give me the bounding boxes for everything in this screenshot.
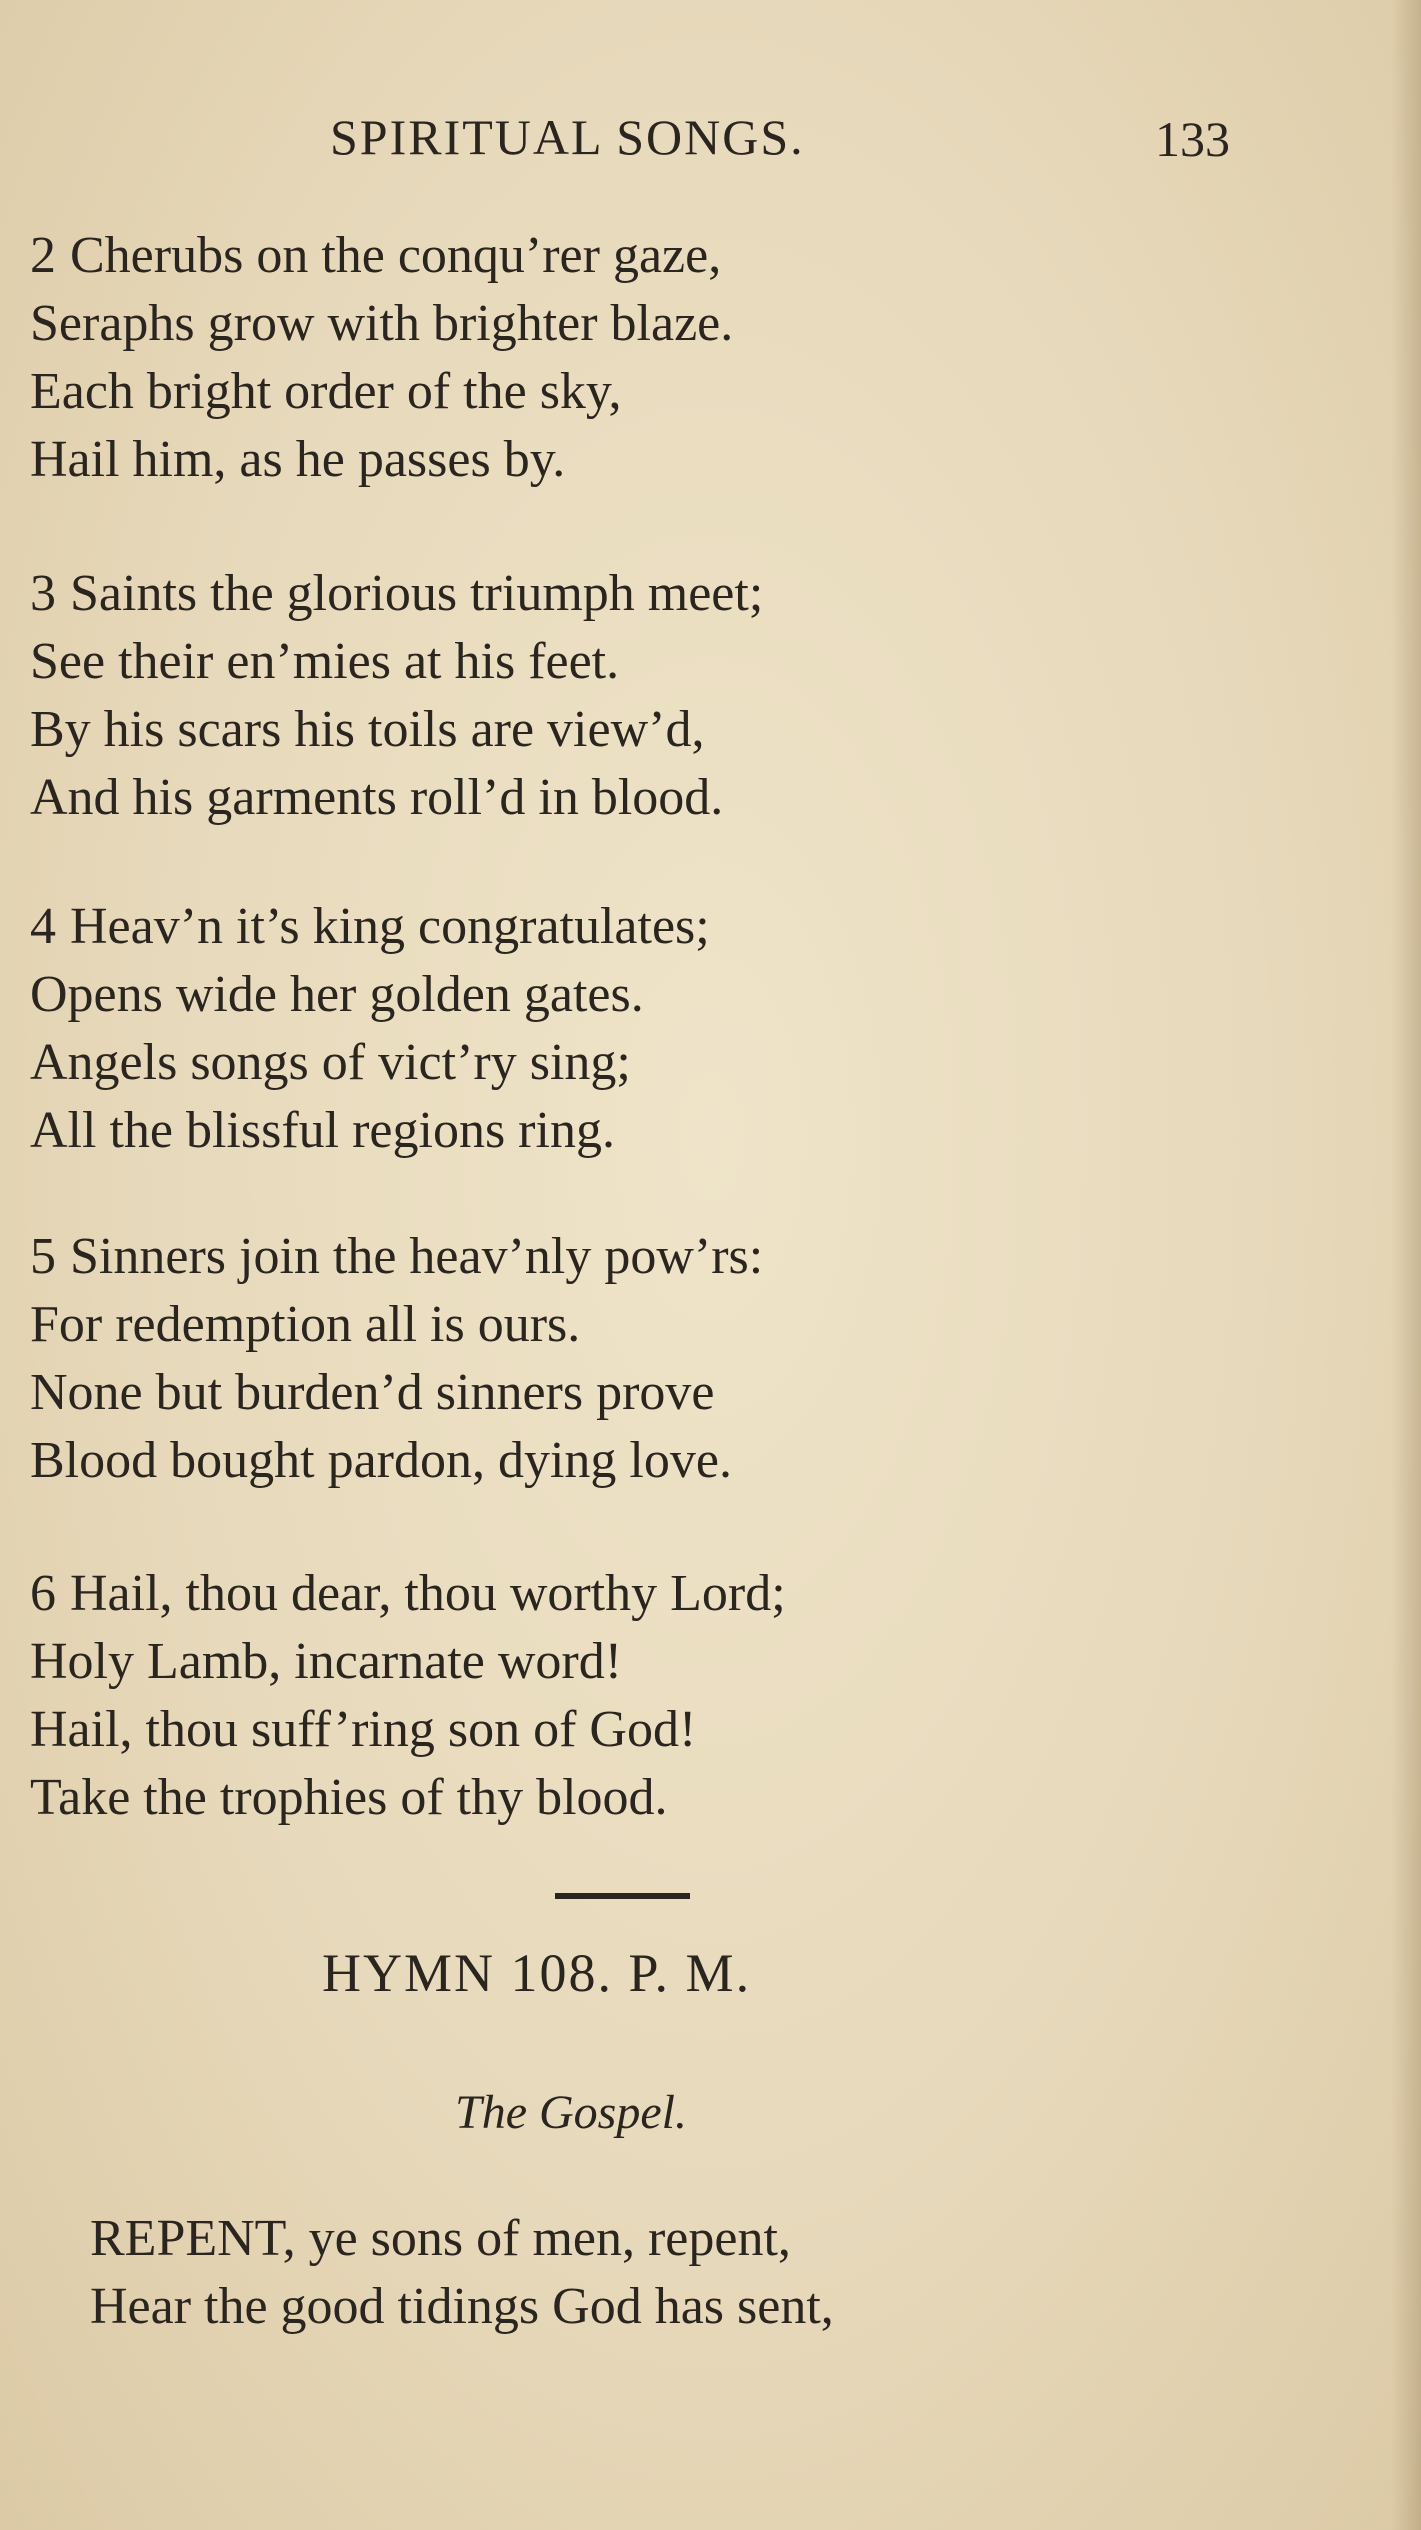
stanza-line: 3 Saints the glorious triumph meet;: [30, 560, 1370, 628]
stanza-line: For redemption all is ours.: [30, 1296, 581, 1353]
stanza-number: 5: [30, 1228, 56, 1285]
hymn-line: Hear the good tidings God has sent,: [90, 2278, 834, 2335]
stanza-5: [30, 1223, 1370, 1495]
stanza-line: Opens wide her golden gates.: [30, 966, 644, 1023]
hymn-opening: [90, 2205, 834, 2341]
section-divider: [555, 1893, 690, 1899]
stanza-line: 4 Heav’n it’s king congratulates;: [30, 893, 1370, 961]
hymn-line: REPENT, ye sons of men, repent,: [90, 2210, 791, 2267]
stanza-2: [30, 222, 1370, 494]
page-number: 133: [1155, 111, 1230, 167]
hymn-subtitle: The Gospel.: [455, 2086, 687, 2139]
stanza-line: Seraphs grow with brighter blaze.: [30, 295, 734, 352]
stanza-line: See their en’mies at his feet.: [30, 633, 620, 690]
stanza-line: Holy Lamb, incarnate word!: [30, 1633, 623, 1690]
stanza-line: Hail, thou suff’ring son of God!: [30, 1701, 697, 1758]
stanza-line: And his garments roll’d in blood.: [30, 769, 724, 826]
running-head: SPIRITUAL SONGS.: [330, 109, 805, 165]
stanza-number: 4: [30, 898, 56, 955]
stanza-line: Blood bought pardon, dying love.: [30, 1432, 732, 1489]
stanza-number: 2: [30, 227, 56, 284]
stanza-line: Hail him, as he passes by.: [30, 431, 566, 488]
stanza-line: Take the trophies of thy blood.: [30, 1769, 668, 1826]
hymn-title: HYMN 108. P. M.: [322, 1943, 752, 2003]
stanza-line: By his scars his toils are view’d,: [30, 701, 705, 758]
stanza-6: [30, 1560, 1370, 1832]
stanza-line: 6 Hail, thou dear, thou worthy Lord;: [30, 1560, 1370, 1628]
stanza-4: [30, 893, 1370, 1165]
stanza-line: Each bright order of the sky,: [30, 363, 622, 420]
stanza-line: None but burden’d sinners prove: [30, 1364, 715, 1421]
page-edge-shadow: [1391, 0, 1421, 2530]
stanza-number: 6: [30, 1565, 56, 1622]
stanza-number: 3: [30, 565, 56, 622]
stanza-line: Angels songs of vict’ry sing;: [30, 1034, 631, 1091]
stanza-3: [30, 560, 1370, 832]
stanza-line: All the blissful regions ring.: [30, 1102, 615, 1159]
stanza-line: 5 Sinners join the heav’nly pow’rs:: [30, 1223, 1370, 1291]
stanza-line: 2 Cherubs on the conqu’rer gaze,: [30, 222, 1370, 290]
